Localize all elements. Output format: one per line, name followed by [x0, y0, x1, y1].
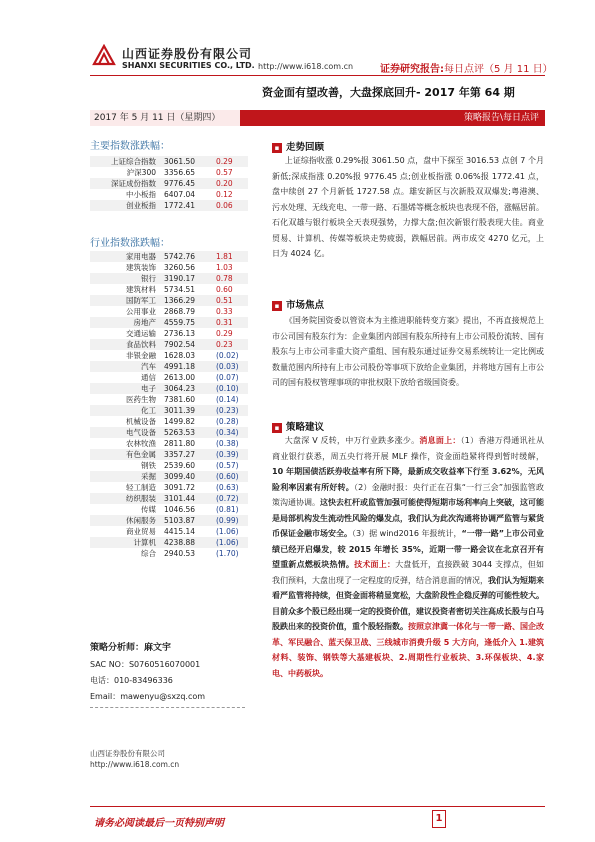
index-value: 7902.54	[164, 340, 196, 349]
index-name: 计算机	[133, 538, 156, 547]
index-row	[90, 167, 248, 178]
index-row	[90, 317, 248, 328]
analyst-sac: SAC NO：S0760516070001	[90, 660, 201, 669]
advice-news-3-bold: “一带一路”上市公司业绩已经开启爆发，较 2015 年增长 35%，近期一带一路会议在北京召开有望重新点燃板块热情。	[272, 529, 545, 569]
report-category: 策略报告\每日点评	[463, 113, 539, 123]
index-change: (0.99)	[216, 516, 239, 525]
index-value: 2736.13	[164, 329, 196, 338]
index-change: (0.63)	[216, 483, 239, 492]
index-change: (1.70)	[216, 549, 239, 558]
focus-paragraph: 《国务院国资委以管资本为主推进职能转变方案》提出，不再直接规范上市公司国有股东行为：企业集团内部国有股东所持有上市公司股份流转、国有股东与上市公司非重大资产重组、国有股东通过证券交易系统转让一定比例或数量范围内所持有上市公司股份等事项下放给企业集团，并将地方国有上市公司的国有股权管理事项的审批权限下放给省级国资委。	[272, 316, 544, 387]
advice-conclusion: 我们认为短期来看严监管将持续，但资金面将稍显宽松，大盘阶段性企稳反弹的可能性较大。目前众多个股已经出现一定的投资价值，建议投资者密切关注高成长股与白马股跌出来的投资价值，重个股轻指数。	[272, 575, 544, 631]
index-value: 2868.79	[164, 307, 196, 316]
index-row	[90, 189, 248, 200]
section-bullet-icon: ▪	[272, 423, 282, 433]
index-change: (0.14)	[216, 395, 239, 404]
index-row	[90, 178, 248, 189]
index-name: 纺织服装	[126, 494, 156, 503]
report-type	[380, 60, 553, 75]
advice-news-2: （2）金融时报：央行正在召集“一行三会”加强监管政策沟通协调。	[272, 482, 544, 507]
index-change: 0.12	[216, 190, 233, 199]
index-name: 交通运输	[126, 329, 156, 338]
index-name: 农林牧渔	[126, 439, 156, 448]
advice-tech: 大盘低开，直接跌破 3044 支撑点，但如我们预料，大盘出现了一定程度的反弹，结合消息面的情况，	[272, 560, 545, 585]
report-headline: 资金面有望改善，大盘探底回升- 2017 年第 64 期	[262, 86, 515, 99]
trend-title: 走势回顾	[286, 142, 325, 153]
news-label: 消息面上：	[419, 436, 461, 445]
index-row	[90, 405, 248, 416]
index-value: 5734.51	[164, 285, 196, 294]
index-change: (0.57)	[216, 461, 239, 470]
index-value: 2940.53	[164, 549, 196, 558]
index-name: 建筑材料	[126, 285, 156, 294]
index-row	[90, 200, 248, 211]
index-row	[90, 284, 248, 295]
index-change: (0.38)	[216, 439, 239, 448]
index-value: 2811.80	[164, 439, 196, 448]
tech-label: 技术面上：	[354, 560, 396, 569]
index-change: (1.06)	[216, 527, 239, 536]
index-change: 0.78	[216, 274, 233, 283]
index-row	[90, 449, 248, 460]
index-row	[90, 350, 248, 361]
index-name: 化工	[141, 406, 156, 415]
index-row	[90, 526, 248, 537]
index-value: 2613.00	[164, 373, 196, 382]
advice-recommendation: 按照京津冀一体化与一带一路、国企改革、军民融合、蓝天保卫战、三线城市消费升级 5 大方向，逢低介入 1.建筑材料、装饰、钢铁等大基建板块、2.周期性行业板块、3.环保板块、4.家电、中药板块。	[272, 622, 544, 678]
index-name: 通信	[141, 373, 156, 382]
index-name: 有色金属	[126, 450, 156, 459]
index-row	[90, 383, 248, 394]
index-value: 2539.60	[164, 461, 196, 470]
index-row	[90, 427, 248, 438]
industry-index-table	[90, 251, 248, 559]
index-change: (0.02)	[216, 351, 239, 360]
index-change: 0.29	[216, 157, 233, 166]
advice-news-1: （1）香港万得通讯社从商业银行获悉，周五央行将开展 MLF 操作，资金面趋紧将得到暂时缓解，	[272, 436, 545, 461]
company-name-cn: 山西证券股份有限公司	[122, 47, 253, 61]
index-name: 非银金融	[126, 351, 156, 360]
left-footer-url[interactable]: http://www.i618.com.cn	[90, 760, 180, 769]
index-value: 5742.76	[164, 252, 196, 261]
index-name: 家用电器	[126, 252, 156, 261]
left-footer-company: 山西证券股份有限公司	[90, 749, 165, 758]
main-index-table	[90, 156, 248, 211]
index-change: 0.60	[216, 285, 233, 294]
index-row	[90, 251, 248, 262]
section-bullet-icon: ▪	[272, 143, 282, 153]
index-change: 0.29	[216, 329, 233, 338]
index-change: 1.03	[216, 263, 233, 272]
index-name: 国防军工	[126, 296, 156, 305]
index-change: 0.23	[216, 340, 233, 349]
footer-divider	[90, 806, 545, 807]
index-row	[90, 548, 248, 559]
focus-heading	[272, 297, 324, 311]
index-value: 3091.72	[164, 483, 196, 492]
index-row	[90, 504, 248, 515]
analyst-name: 策略分析师：麻文宇	[90, 643, 172, 653]
index-name: 汽车	[141, 362, 156, 371]
index-change: (0.39)	[216, 450, 239, 459]
index-name: 中小板指	[126, 190, 156, 199]
date-band	[90, 110, 545, 126]
header-url[interactable]: http://www.i618.com.cn	[258, 62, 354, 71]
index-change: (0.34)	[216, 428, 239, 437]
trend-paragraph: 上证综指收涨 0.29%报 3061.50 点，盘中下探至 3016.53 点创 7 个月新低;深成指涨 0.20%报 9776.45 点;创业板指涨 0.06%报 1772.41 点，盘中续创 27 个月新低 1727.58 点。雄安新区与次新股双双爆发;粤港澳、污水处理、无线充电、一带一路、石墨烯等概念板块也表现不俗，涨幅居前。石化双雄与银行板块全天表现强势，力撑大盘;但次新银行股表现大佳。商业贸易、计算机、传媒等板块走势疲弱，跌幅居前。两市成交 4270 亿元，上日为 4024 亿。	[272, 156, 544, 258]
index-value: 1628.03	[164, 351, 196, 360]
index-change: (0.81)	[216, 505, 239, 514]
advice-title: 策略建议	[286, 422, 325, 433]
index-name: 医药生物	[126, 395, 156, 404]
index-name: 深证成份指数	[111, 179, 156, 188]
index-name: 传媒	[141, 505, 156, 514]
index-value: 5263.53	[164, 428, 196, 437]
index-value: 1772.41	[164, 201, 196, 210]
index-value: 3064.23	[164, 384, 196, 393]
index-row	[90, 438, 248, 449]
index-name: 上证综合指数	[111, 157, 156, 166]
index-name: 休闲服务	[126, 516, 156, 525]
index-name: 电气设备	[126, 428, 156, 437]
index-row	[90, 460, 248, 471]
index-change: 1.81	[216, 252, 233, 261]
advice-news-2-bold: 这快去杠杆或监管加强可能使得短期市场利率向上突破，这可能是局部机构发生流动性风险的爆发点，我们认为此次沟通将协调严监管与紧货币保证金融市场安全。	[272, 498, 544, 538]
index-row	[90, 537, 248, 548]
index-value: 3260.56	[164, 263, 196, 272]
main-index-title: 主要指数涨跌幅：	[90, 141, 170, 152]
index-row	[90, 273, 248, 284]
index-row	[90, 372, 248, 383]
index-value: 3061.50	[164, 157, 196, 166]
company-name-en: SHANXI SECURITIES CO., LTD.	[122, 61, 255, 70]
index-change: 0.31	[216, 318, 233, 327]
index-value: 6407.04	[164, 190, 196, 199]
index-name: 采掘	[141, 472, 156, 481]
index-value: 4238.88	[164, 538, 196, 547]
index-change: (0.72)	[216, 494, 239, 503]
index-change: (0.03)	[216, 362, 239, 371]
index-name: 综合	[141, 549, 156, 558]
page-number: 1	[432, 810, 446, 828]
index-value: 3357.27	[164, 450, 196, 459]
index-change: (0.10)	[216, 384, 239, 393]
index-row	[90, 156, 248, 167]
report-date: 2017 年 5 月 11 日（星期四）	[90, 110, 240, 126]
report-type-sub: 每日点评（5 月 11 日）	[444, 64, 553, 75]
index-name: 电子	[141, 384, 156, 393]
index-value: 4991.18	[164, 362, 196, 371]
index-row	[90, 482, 248, 493]
index-row	[90, 295, 248, 306]
index-row	[90, 515, 248, 526]
index-name: 公用事业	[126, 307, 156, 316]
index-name: 机械设备	[126, 417, 156, 426]
index-row	[90, 339, 248, 350]
analyst-phone: 电话：010-83496336	[90, 676, 173, 685]
focus-title: 市场焦点	[286, 300, 325, 311]
index-row	[90, 394, 248, 405]
index-row	[90, 262, 248, 273]
report-type-label: 证券研究报告:	[380, 64, 444, 75]
index-change: 0.33	[216, 307, 233, 316]
index-name: 轻工制造	[126, 483, 156, 492]
advice-heading	[272, 419, 324, 433]
index-value: 3099.40	[164, 472, 196, 481]
index-value: 7381.60	[164, 395, 196, 404]
footer-disclaimer-note: 请务必阅读最后一页特别声明	[94, 818, 224, 829]
company-logo-icon	[92, 44, 116, 66]
index-name: 食品饮料	[126, 340, 156, 349]
advice-paragraph	[272, 433, 544, 681]
index-change: (1.06)	[216, 538, 239, 547]
analyst-email[interactable]: Email：mawenyu@sxzq.com	[90, 692, 206, 701]
index-change: (0.60)	[216, 472, 239, 481]
analyst-divider	[90, 707, 245, 708]
index-value: 1366.29	[164, 296, 196, 305]
index-row	[90, 416, 248, 427]
index-change: 0.20	[216, 179, 233, 188]
index-value: 1046.56	[164, 505, 196, 514]
trend-heading	[272, 139, 324, 153]
index-row	[90, 493, 248, 504]
index-change: 0.57	[216, 168, 233, 177]
index-name: 商业贸易	[126, 527, 156, 536]
index-name: 银行	[141, 274, 156, 283]
index-name: 建筑装饰	[126, 263, 156, 272]
index-change: (0.28)	[216, 417, 239, 426]
index-value: 3101.44	[164, 494, 196, 503]
index-row	[90, 306, 248, 317]
header-divider	[90, 75, 545, 76]
index-change: (0.07)	[216, 373, 239, 382]
index-value: 4415.14	[164, 527, 196, 536]
index-value: 1499.82	[164, 417, 196, 426]
industry-index-title: 行业指数涨跌幅：	[90, 238, 170, 249]
index-change: 0.06	[216, 201, 233, 210]
index-name: 钢铁	[141, 461, 156, 470]
index-value: 3190.17	[164, 274, 196, 283]
advice-news-3: （3）据 wind2016 年报统计，	[352, 529, 462, 538]
index-value: 3356.65	[164, 168, 196, 177]
index-row	[90, 328, 248, 339]
index-name: 房地产	[133, 318, 156, 327]
advice-news-1-bold: 10 年期国债活跃券收益率有所下降，最新成交收益率下行至 3.62%，无风险利率因素有所好转。	[272, 467, 544, 492]
index-row	[90, 361, 248, 372]
index-value: 5103.87	[164, 516, 196, 525]
index-name: 创业板指	[126, 201, 156, 210]
index-change: 0.51	[216, 296, 233, 305]
index-value: 4559.75	[164, 318, 196, 327]
index-change: (0.23)	[216, 406, 239, 415]
advice-intro: 大盘深 V 反转，中万行业跌多涨少。	[284, 436, 420, 445]
index-value: 3011.39	[164, 406, 196, 415]
index-name: 沪深300	[126, 168, 156, 177]
index-value: 9776.45	[164, 179, 196, 188]
index-row	[90, 471, 248, 482]
section-bullet-icon: ▪	[272, 301, 282, 311]
